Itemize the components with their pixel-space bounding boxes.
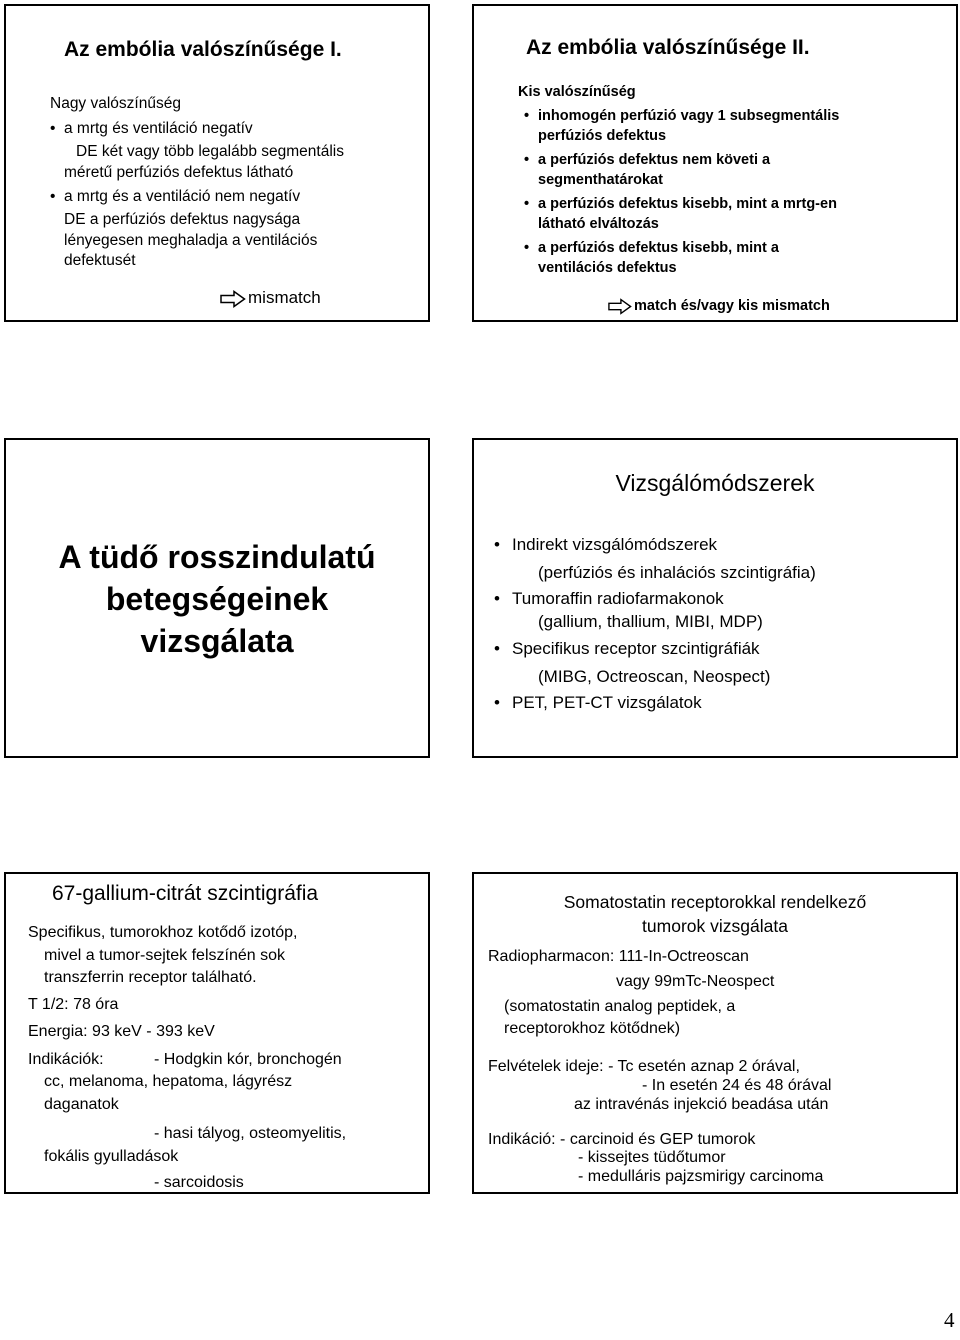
conclusion-text: mismatch bbox=[248, 288, 321, 307]
slide-title: Az embólia valószínűsége I. bbox=[64, 38, 342, 61]
text-line: mivel a tumor-sejtek felszínén sok bbox=[44, 947, 285, 964]
bullet-line: • Tumoraffin radiofarmakonok bbox=[494, 589, 724, 608]
title-line: tumorok vizsgálata bbox=[642, 916, 788, 936]
text-line: DE a perfúziós defektus nagysága bbox=[64, 211, 301, 228]
title-line: A tüdő rosszindulatú bbox=[58, 539, 376, 575]
text-line: (perfúziós és inhalációs szcintigráfia) bbox=[538, 563, 816, 582]
text-line: receptorokhoz kötődnek) bbox=[504, 1020, 681, 1037]
text-line: ventilációs defektus bbox=[538, 260, 677, 276]
text-line: - Hodgkin kór, bronchogén bbox=[154, 1051, 342, 1068]
text-line: Felvételek ideje: - Tc esetén aznap 2 órával, bbox=[488, 1058, 800, 1075]
text-line: perfúziós defektus bbox=[538, 128, 667, 144]
text-line: - In esetén 24 és 48 órával bbox=[642, 1077, 832, 1094]
title-line: vizsgálata bbox=[140, 623, 294, 659]
conclusion-text: match és/vagy kis mismatch bbox=[634, 298, 830, 314]
text-line: DE két vagy több legalább segmentális bbox=[76, 143, 344, 160]
text-line: Indirekt vizsgálómódszerek bbox=[512, 535, 718, 554]
slide-heading: Kis valószínűség bbox=[518, 84, 636, 100]
text-line: Indikációk: bbox=[28, 1051, 104, 1068]
slide-somatostatin bbox=[472, 872, 958, 1194]
text-line: Specifikus receptor szcintigráfiák bbox=[512, 639, 760, 658]
bullet-line: • inhomogén perfúzió vagy 1 subsegmentális bbox=[538, 106, 839, 126]
text-line: (MIBG, Octreoscan, Neospect) bbox=[538, 667, 771, 686]
text-line: Specifikus, tumorokhoz kotődő izotóp, bbox=[28, 924, 298, 941]
slide-embolia-2 bbox=[472, 4, 958, 322]
title-line: Somatostatin receptorokkal rendelkező bbox=[563, 892, 867, 912]
hollow-right-arrow-icon bbox=[608, 298, 632, 315]
text-line: Energia: 93 keV - 393 keV bbox=[28, 1023, 215, 1040]
hollow-right-arrow-icon bbox=[220, 290, 246, 308]
text-line: Indikáció: - carcinoid és GEP tumorok bbox=[488, 1131, 756, 1148]
bullet-line: • PET, PET-CT vizsgálatok bbox=[494, 693, 702, 712]
slide-title: Vizsgálómódszerek bbox=[615, 470, 815, 496]
conclusion bbox=[220, 288, 321, 308]
text-line: vagy 99mTc-Neospect bbox=[616, 973, 775, 990]
page-number: 4 bbox=[944, 1308, 955, 1332]
slide-title bbox=[6, 536, 428, 662]
bullet-line: • Specifikus receptor szcintigráfiák bbox=[494, 639, 760, 658]
slide-title-lung bbox=[4, 438, 430, 758]
text-line: (gallium, thallium, MIBI, MDP) bbox=[538, 612, 763, 631]
text-line: defektusét bbox=[64, 252, 136, 269]
slide-title: 67-gallium-citrát szcintigráfia bbox=[52, 882, 319, 905]
slide-title bbox=[474, 890, 956, 938]
title-line: betegségeinek bbox=[105, 581, 329, 617]
bullet-line: • a perfúziós defektus kisebb, mint a bbox=[538, 238, 779, 258]
text-line: - hasi tályog, osteomyelitis, bbox=[154, 1125, 347, 1142]
text-line: T 1/2: 78 óra bbox=[28, 996, 119, 1013]
text-line: méretű perfúziós defektus látható bbox=[64, 164, 294, 181]
text-line: segmenthatárokat bbox=[538, 172, 663, 188]
text-line: lényegesen meghaladja a ventilációs bbox=[64, 232, 318, 249]
text-line: daganatok bbox=[44, 1096, 119, 1113]
text-line: (somatostatin analog peptidek, a bbox=[504, 998, 736, 1015]
text-line: - medulláris pajzsmirigy carcinoma bbox=[578, 1168, 824, 1185]
text-line: PET, PET-CT vizsgálatok bbox=[512, 693, 702, 712]
text-line: az intravénás injekció beadása után bbox=[574, 1096, 829, 1113]
slide-gallium bbox=[4, 872, 430, 1194]
text-line: - sarcoidosis bbox=[154, 1174, 244, 1191]
text-line: látható elváltozás bbox=[538, 216, 659, 232]
bullet-line: • a mrtg és a ventiláció nem negatív bbox=[64, 187, 300, 207]
slide-embolia-1 bbox=[4, 4, 430, 322]
bullet-line: • a mrtg és ventiláció negatív bbox=[64, 119, 253, 139]
bullet-line: • a perfúziós defektus kisebb, mint a mrtg-en bbox=[538, 194, 837, 214]
slide-heading: Nagy valószínűség bbox=[50, 95, 181, 112]
text-line: Tumoraffin radiofarmakonok bbox=[512, 589, 724, 608]
text-line: Radiopharmacon: 111-In-Octreoscan bbox=[488, 948, 749, 965]
bullet-line: • a perfúziós defektus nem követi a bbox=[538, 150, 770, 170]
text-line: cc, melanoma, hepatoma, lágyrész bbox=[44, 1073, 293, 1090]
conclusion bbox=[608, 296, 830, 316]
bullet-line: • Indirekt vizsgálómódszerek bbox=[494, 535, 718, 554]
slide-title: Az embólia valószínűsége II. bbox=[526, 36, 810, 59]
text-line: fokális gyulladások bbox=[44, 1148, 179, 1165]
slide-methods bbox=[472, 438, 958, 758]
text-line: transzferrin receptor található. bbox=[44, 969, 257, 986]
text-line: - kissejtes tüdőtumor bbox=[578, 1149, 726, 1166]
